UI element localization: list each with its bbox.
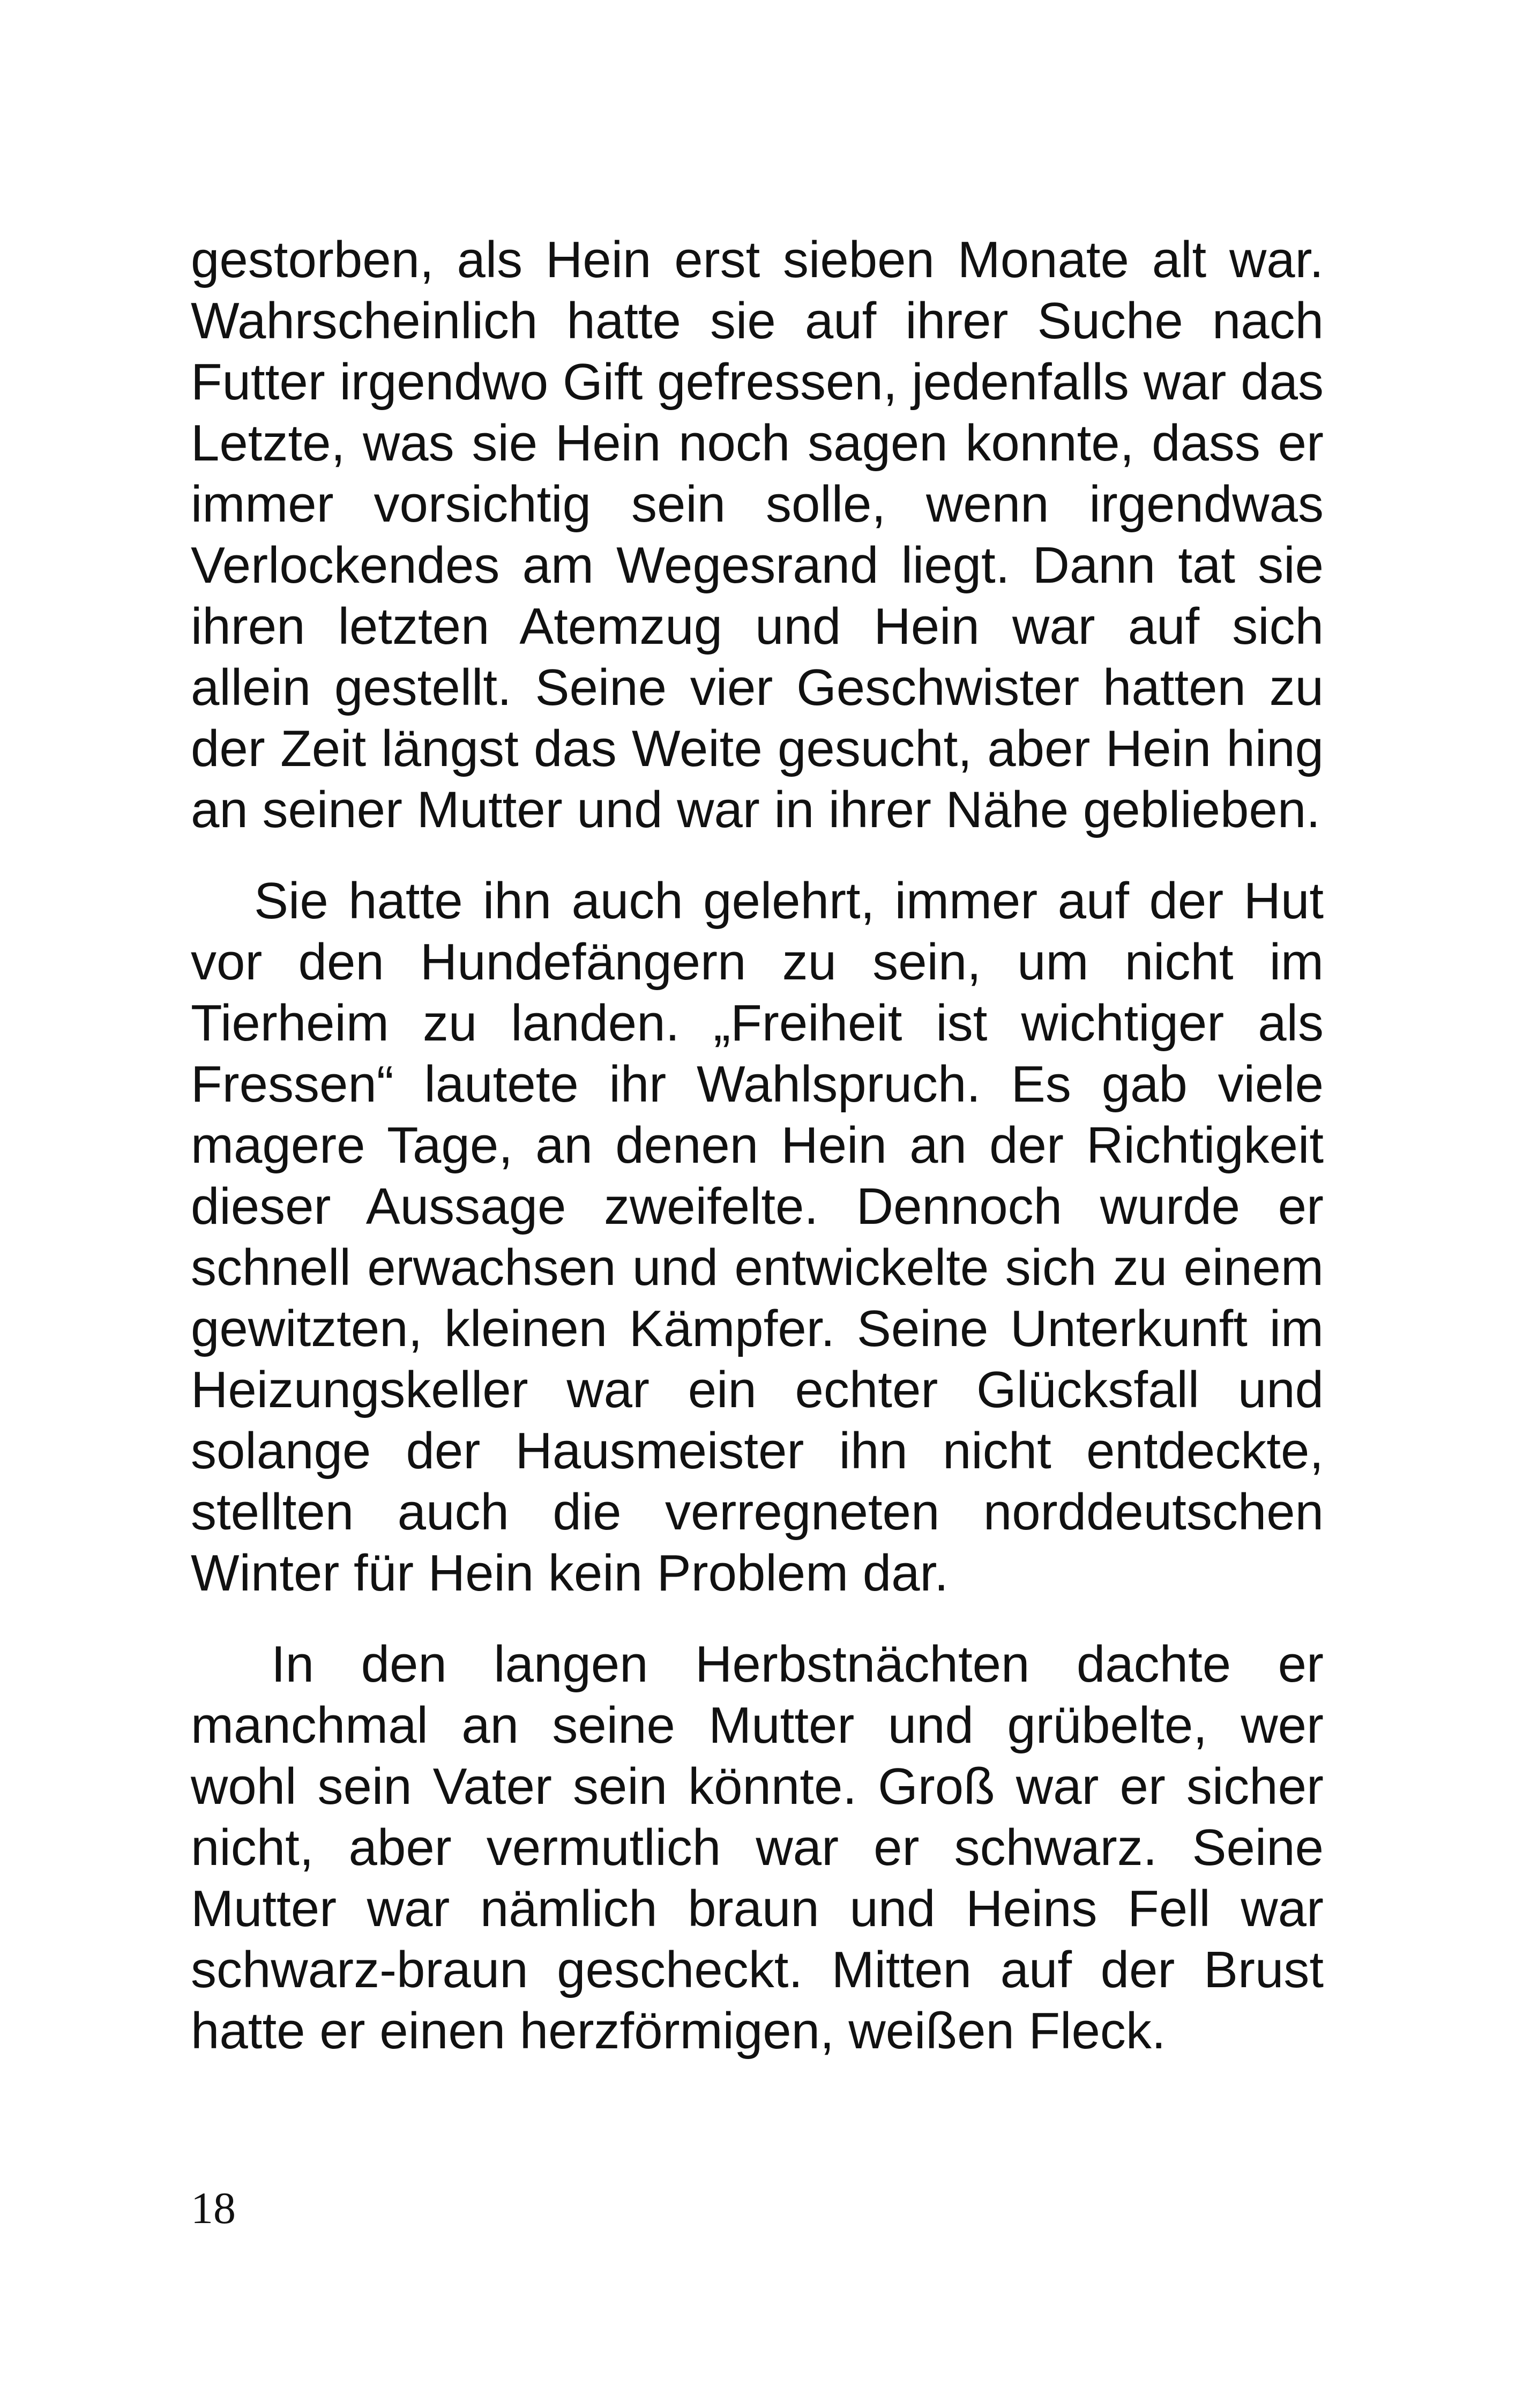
page-number: 18 [191, 2183, 236, 2233]
paragraph-2: Sie hatte ihn auch gelehrt, immer auf der Hut vor den Hundefängern zu sein, um nicht im Tierheim zu landen. „Freiheit ist wichtiger als Fressen“ lautete ihr Wahlspruch. Es gab viele magere Tage, an denen Hein an der Richtigkeit dieser Aussage zweifelte. Dennoch wurde er schnell erwachsen und entwickelte sich zu einem gewitzten, kleinen Kämpfer. Seine Unterkunft im Heizungskeller war ein echter Glücksfall und solange der Hausmeister ihn nicht entdeckte, stellten auch die verregneten norddeutschen Winter für Hein kein Problem dar. [191, 872, 1324, 1602]
body-text [191, 229, 1324, 2062]
paragraph-3: In den langen Herbstnächten dachte er manchmal an seine Mutter und grübelte, wer wohl sein Vater sein könnte. Groß war er sicher nicht, aber vermutlich war er schwarz. Seine Mutter war nämlich braun und Heins Fell war schwarz-braun gescheckt. Mitten auf der Brust hatte er einen herzförmigen, weißen Fleck. [191, 1636, 1324, 2060]
paragraph-1: gestorben, als Hein erst sieben Monate alt war. Wahrscheinlich hatte sie auf ihrer Suche nach Futter irgendwo Gift gefressen, jedenfalls war das Letzte, was sie Hein noch sagen konnte, dass er immer vorsichtig sein solle, wenn irgendwas Verlockendes am Wegesrand liegt. Dann tat sie ihren letzten Atemzug und Hein war auf sich allein gestellt. Seine vier Geschwister hatten zu der Zeit längst das Weite gesucht, aber Hein hing an seiner Mutter und war in ihrer Nähe geblieben. [191, 231, 1324, 838]
